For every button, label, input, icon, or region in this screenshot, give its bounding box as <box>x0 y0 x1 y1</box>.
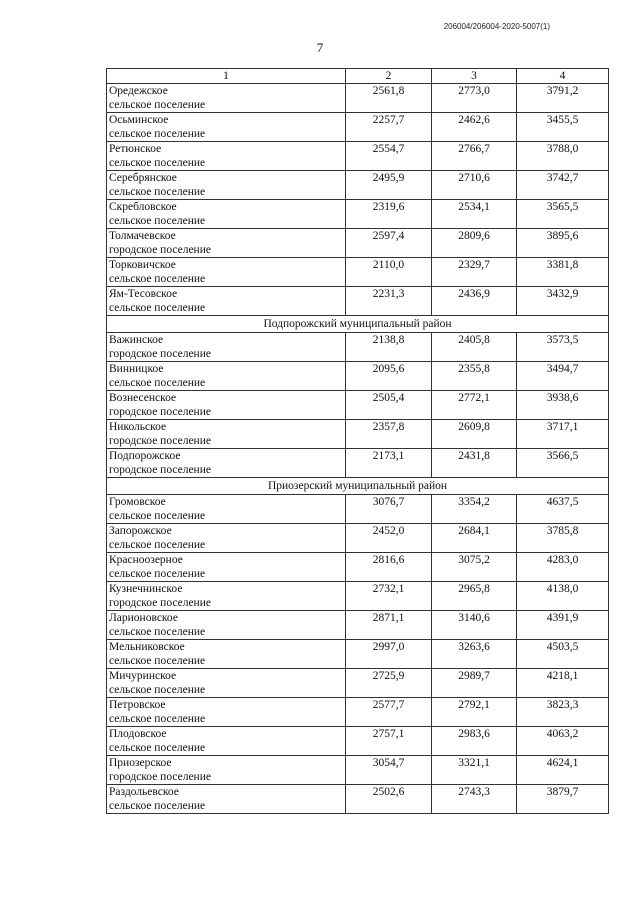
settlement-name: Винницкое <box>109 363 164 375</box>
settlement-type: сельское поселение <box>109 99 206 111</box>
settlement-name-cell <box>107 495 346 524</box>
value-col-2-cell: 2997,0 <box>346 640 432 669</box>
value-col-4-cell: 4218,1 <box>517 669 609 698</box>
district-title: Приозерский муниципальный район <box>107 478 609 495</box>
value-col-4-cell: 4138,0 <box>517 582 609 611</box>
settlement-name-cell <box>107 785 346 814</box>
column-header-4: 4 <box>517 69 609 84</box>
value-col-2-cell: 2757,1 <box>346 727 432 756</box>
table-row <box>107 84 609 113</box>
page-number: 7 <box>316 40 324 55</box>
settlement-name: Скребловское <box>109 201 177 213</box>
table-row <box>107 640 609 669</box>
district-header-row <box>107 316 609 333</box>
settlement-name: Приозерское <box>109 757 172 769</box>
value-col-2-cell: 2816,6 <box>346 553 432 582</box>
table-row <box>107 200 609 229</box>
value-col-2-cell: 2357,8 <box>346 420 432 449</box>
settlement-name-cell <box>107 333 346 362</box>
settlement-type: сельское поселение <box>109 626 206 638</box>
settlement-type: сельское поселение <box>109 742 206 754</box>
settlement-name: Никольское <box>109 421 167 433</box>
document-id: 206004/206004-2020-5007(1) <box>443 22 550 31</box>
settlement-type: сельское поселение <box>109 377 206 389</box>
value-col-4-cell: 3785,8 <box>517 524 609 553</box>
value-col-2-cell: 2597,4 <box>346 229 432 258</box>
table-row <box>107 258 609 287</box>
settlement-name-cell <box>107 142 346 171</box>
settlement-type: сельское поселение <box>109 684 206 696</box>
value-col-2-cell: 2871,1 <box>346 611 432 640</box>
value-col-3-cell: 2772,1 <box>432 391 517 420</box>
table-body <box>107 84 609 814</box>
settlement-name-cell <box>107 229 346 258</box>
value-col-4-cell: 3432,9 <box>517 287 609 316</box>
value-col-4-cell: 3455,5 <box>517 113 609 142</box>
value-col-4-cell: 4283,0 <box>517 553 609 582</box>
value-col-3-cell: 2965,8 <box>432 582 517 611</box>
settlement-name-cell <box>107 640 346 669</box>
value-col-4-cell: 3381,8 <box>517 258 609 287</box>
value-col-3-cell: 3263,6 <box>432 640 517 669</box>
table-row <box>107 611 609 640</box>
value-col-3-cell: 2773,0 <box>432 84 517 113</box>
table-row <box>107 420 609 449</box>
value-col-2-cell: 2505,4 <box>346 391 432 420</box>
table-row <box>107 669 609 698</box>
settlement-name-cell <box>107 171 346 200</box>
settlement-type: сельское поселение <box>109 568 206 580</box>
value-col-3-cell: 2983,6 <box>432 727 517 756</box>
settlement-name: Раздольевское <box>109 786 179 798</box>
settlement-name-cell <box>107 420 346 449</box>
settlement-name: Важинское <box>109 334 164 346</box>
settlement-name-cell <box>107 287 346 316</box>
value-col-3-cell: 2609,8 <box>432 420 517 449</box>
value-col-2-cell: 3076,7 <box>346 495 432 524</box>
district-header-row <box>107 478 609 495</box>
value-col-4-cell: 3573,5 <box>517 333 609 362</box>
settlement-name: Серебрянское <box>109 172 177 184</box>
value-col-3-cell: 2534,1 <box>432 200 517 229</box>
table-row <box>107 333 609 362</box>
column-header-3: 3 <box>432 69 517 84</box>
value-col-2-cell: 2231,3 <box>346 287 432 316</box>
settlement-type: сельское поселение <box>109 510 206 522</box>
settlement-name: Ям-Тесовское <box>109 288 178 300</box>
settlement-type: городское поселение <box>109 406 211 418</box>
value-col-4-cell: 3879,7 <box>517 785 609 814</box>
settlement-name: Вознесенское <box>109 392 177 404</box>
settlement-type: сельское поселение <box>109 128 206 140</box>
settlement-name: Мичуринское <box>109 670 177 682</box>
table-row <box>107 524 609 553</box>
table-row <box>107 362 609 391</box>
value-col-4-cell: 4624,1 <box>517 756 609 785</box>
settlement-type: сельское поселение <box>109 186 206 198</box>
value-col-3-cell: 2710,6 <box>432 171 517 200</box>
settlement-name-cell <box>107 391 346 420</box>
settlement-type: сельское поселение <box>109 800 206 812</box>
table-row <box>107 698 609 727</box>
settlement-name-cell <box>107 449 346 478</box>
table-row <box>107 495 609 524</box>
value-col-4-cell: 4503,5 <box>517 640 609 669</box>
settlement-name: Мельниковское <box>109 641 185 653</box>
settlement-name-cell <box>107 698 346 727</box>
settlement-name-cell <box>107 611 346 640</box>
value-col-2-cell: 3054,7 <box>346 756 432 785</box>
value-col-3-cell: 3354,2 <box>432 495 517 524</box>
value-col-3-cell: 2329,7 <box>432 258 517 287</box>
value-col-4-cell: 4391,9 <box>517 611 609 640</box>
table-row <box>107 582 609 611</box>
settlement-name-cell <box>107 258 346 287</box>
settlement-type: сельское поселение <box>109 655 206 667</box>
table-row <box>107 553 609 582</box>
settlement-name: Ларионовское <box>109 612 178 624</box>
value-col-3-cell: 3140,6 <box>432 611 517 640</box>
settlement-type: сельское поселение <box>109 302 206 314</box>
settlement-name-cell <box>107 84 346 113</box>
settlement-name: Ретюнское <box>109 143 162 155</box>
settlement-name: Торковичское <box>109 259 176 271</box>
value-col-3-cell: 3321,1 <box>432 756 517 785</box>
settlement-type: сельское поселение <box>109 157 206 169</box>
table-row <box>107 142 609 171</box>
value-col-4-cell: 4637,5 <box>517 495 609 524</box>
value-col-3-cell: 2809,6 <box>432 229 517 258</box>
settlement-type: сельское поселение <box>109 273 206 285</box>
value-col-2-cell: 2495,9 <box>346 171 432 200</box>
settlement-type: городское поселение <box>109 348 211 360</box>
settlement-type: городское поселение <box>109 435 211 447</box>
settlement-name: Толмачевское <box>109 230 176 242</box>
value-col-2-cell: 2095,6 <box>346 362 432 391</box>
value-col-3-cell: 2989,7 <box>432 669 517 698</box>
settlement-name-cell <box>107 669 346 698</box>
table-header-row <box>107 69 609 84</box>
value-col-4-cell: 3823,3 <box>517 698 609 727</box>
settlement-type: городское поселение <box>109 597 211 609</box>
value-col-3-cell: 2431,8 <box>432 449 517 478</box>
value-col-4-cell: 3895,6 <box>517 229 609 258</box>
value-col-4-cell: 3938,6 <box>517 391 609 420</box>
value-col-4-cell: 3566,5 <box>517 449 609 478</box>
data-table <box>106 68 609 814</box>
value-col-3-cell: 2684,1 <box>432 524 517 553</box>
table-row <box>107 727 609 756</box>
settlement-name: Кузнечнинское <box>109 583 183 595</box>
value-col-3-cell: 2792,1 <box>432 698 517 727</box>
value-col-2-cell: 2173,1 <box>346 449 432 478</box>
settlement-type: сельское поселение <box>109 539 206 551</box>
value-col-2-cell: 2732,1 <box>346 582 432 611</box>
settlement-name: Громовское <box>109 496 166 508</box>
value-col-2-cell: 2561,8 <box>346 84 432 113</box>
table-row <box>107 171 609 200</box>
settlement-name-cell <box>107 113 346 142</box>
table-row <box>107 287 609 316</box>
value-col-3-cell: 2436,9 <box>432 287 517 316</box>
value-col-2-cell: 2452,0 <box>346 524 432 553</box>
table-row <box>107 756 609 785</box>
table-row <box>107 113 609 142</box>
settlement-name-cell <box>107 756 346 785</box>
table-row <box>107 449 609 478</box>
settlement-name: Петровское <box>109 699 166 711</box>
value-col-2-cell: 2502,6 <box>346 785 432 814</box>
value-col-4-cell: 3565,5 <box>517 200 609 229</box>
column-header-1: 1 <box>107 69 346 84</box>
settlement-name: Запорожское <box>109 525 172 537</box>
value-col-4-cell: 3788,0 <box>517 142 609 171</box>
value-col-4-cell: 3494,7 <box>517 362 609 391</box>
settlement-name: Подпорожское <box>109 450 181 462</box>
settlement-type: городское поселение <box>109 244 211 256</box>
settlement-name-cell <box>107 362 346 391</box>
settlement-name-cell <box>107 524 346 553</box>
value-col-4-cell: 3717,1 <box>517 420 609 449</box>
value-col-3-cell: 2405,8 <box>432 333 517 362</box>
value-col-2-cell: 2725,9 <box>346 669 432 698</box>
settlement-name-cell <box>107 727 346 756</box>
settlement-name-cell <box>107 200 346 229</box>
table-row <box>107 391 609 420</box>
value-col-2-cell: 2138,8 <box>346 333 432 362</box>
value-col-2-cell: 2257,7 <box>346 113 432 142</box>
value-col-3-cell: 3075,2 <box>432 553 517 582</box>
value-col-3-cell: 2355,8 <box>432 362 517 391</box>
district-title: Подпорожский муниципальный район <box>107 316 609 333</box>
settlement-name: Красноозерное <box>109 554 183 566</box>
settlement-type: городское поселение <box>109 771 211 783</box>
settlement-type: городское поселение <box>109 464 211 476</box>
settlement-name: Плодовское <box>109 728 167 740</box>
value-col-2-cell: 2554,7 <box>346 142 432 171</box>
settlement-name: Оредежское <box>109 85 168 97</box>
value-col-3-cell: 2766,7 <box>432 142 517 171</box>
settlement-name-cell <box>107 553 346 582</box>
settlement-type: сельское поселение <box>109 713 206 725</box>
settlement-type: сельское поселение <box>109 215 206 227</box>
table-row <box>107 785 609 814</box>
value-col-3-cell: 2462,6 <box>432 113 517 142</box>
table-row <box>107 229 609 258</box>
settlement-name: Осьминское <box>109 114 169 126</box>
value-col-4-cell: 4063,2 <box>517 727 609 756</box>
value-col-4-cell: 3791,2 <box>517 84 609 113</box>
value-col-4-cell: 3742,7 <box>517 171 609 200</box>
column-header-2: 2 <box>346 69 432 84</box>
value-col-2-cell: 2110,0 <box>346 258 432 287</box>
value-col-2-cell: 2577,7 <box>346 698 432 727</box>
value-col-3-cell: 2743,3 <box>432 785 517 814</box>
settlement-name-cell <box>107 582 346 611</box>
value-col-2-cell: 2319,6 <box>346 200 432 229</box>
